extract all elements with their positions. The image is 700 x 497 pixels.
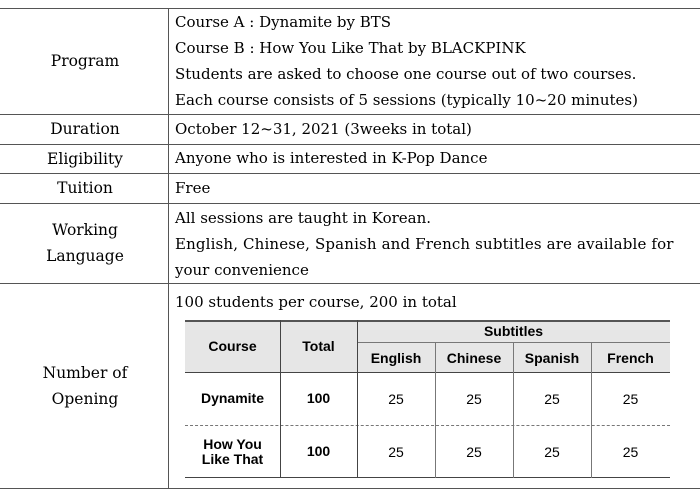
language-line-korean: All sessions are taught in Korean. xyxy=(175,209,432,227)
row-count-chinese: 25 xyxy=(466,443,482,460)
row-course-name: Dynamite xyxy=(200,390,265,406)
language-divider xyxy=(591,342,592,478)
header-bottom xyxy=(185,372,670,373)
row-total: 100 xyxy=(306,443,331,459)
total-subtitles-divider xyxy=(357,320,358,478)
table-border-bottom xyxy=(0,488,700,489)
label-line: Working xyxy=(52,221,118,239)
language-divider xyxy=(435,342,436,478)
openings-table xyxy=(185,320,670,478)
row-count-french: 25 xyxy=(622,390,639,407)
number-of-opening-label xyxy=(0,283,170,488)
label-line: Language xyxy=(46,247,124,265)
row-count-english: 25 xyxy=(388,390,404,407)
row-count-french: 25 xyxy=(622,443,639,460)
tuition-value: Free xyxy=(175,179,211,197)
opening-summary: 100 students per course, 200 in total xyxy=(175,293,457,311)
language-divider xyxy=(513,342,514,478)
program-choice-note: Students are asked to choose one course out of two courses. xyxy=(175,65,637,83)
course-name-line: How You xyxy=(203,435,262,452)
header-english: English xyxy=(370,350,422,366)
language-line-convenience: your convenience xyxy=(175,261,309,279)
eligibility-value: Anyone who is interested in K-Pop Dance xyxy=(175,149,488,167)
header-spanish: Spanish xyxy=(524,350,580,366)
duration-value: October 12~31, 2021 (3weeks in total) xyxy=(175,120,472,138)
row-count-spanish: 25 xyxy=(544,390,560,407)
course-name-line: Like That xyxy=(201,450,264,467)
row-count-spanish: 25 xyxy=(544,443,560,460)
label-line: Number of xyxy=(42,363,128,382)
program-label: Program xyxy=(50,52,120,70)
program-course-b: Course B : How You Like That by BLACKPINK xyxy=(175,39,526,57)
header-chinese: Chinese xyxy=(446,350,502,366)
working-language-label xyxy=(0,203,170,283)
language-line-subtitles: English, Chinese, Spanish and French subtitles are available for xyxy=(175,235,674,253)
row-separator xyxy=(185,425,670,426)
header-course: Course xyxy=(208,338,257,354)
course-total-divider xyxy=(280,320,281,478)
eligibility-label: Eligibility xyxy=(47,149,123,168)
inner-table-bottom xyxy=(185,477,670,478)
tuition-label: Tuition xyxy=(57,179,113,197)
duration-label: Duration xyxy=(50,120,120,138)
program-course-a: Course A : Dynamite by BTS xyxy=(175,13,392,31)
row-count-chinese: 25 xyxy=(466,390,482,407)
row-course-name xyxy=(185,425,280,478)
inner-table-top xyxy=(185,320,670,322)
header-total: Total xyxy=(302,338,335,354)
header-subtitles: Subtitles xyxy=(483,323,544,339)
program-sessions-note: Each course consists of 5 sessions (typically 10~20 minutes) xyxy=(175,91,638,109)
row-count-english: 25 xyxy=(388,443,404,460)
row-total: 100 xyxy=(306,390,331,406)
header-french: French xyxy=(607,350,654,366)
label-line: Opening xyxy=(51,389,119,408)
